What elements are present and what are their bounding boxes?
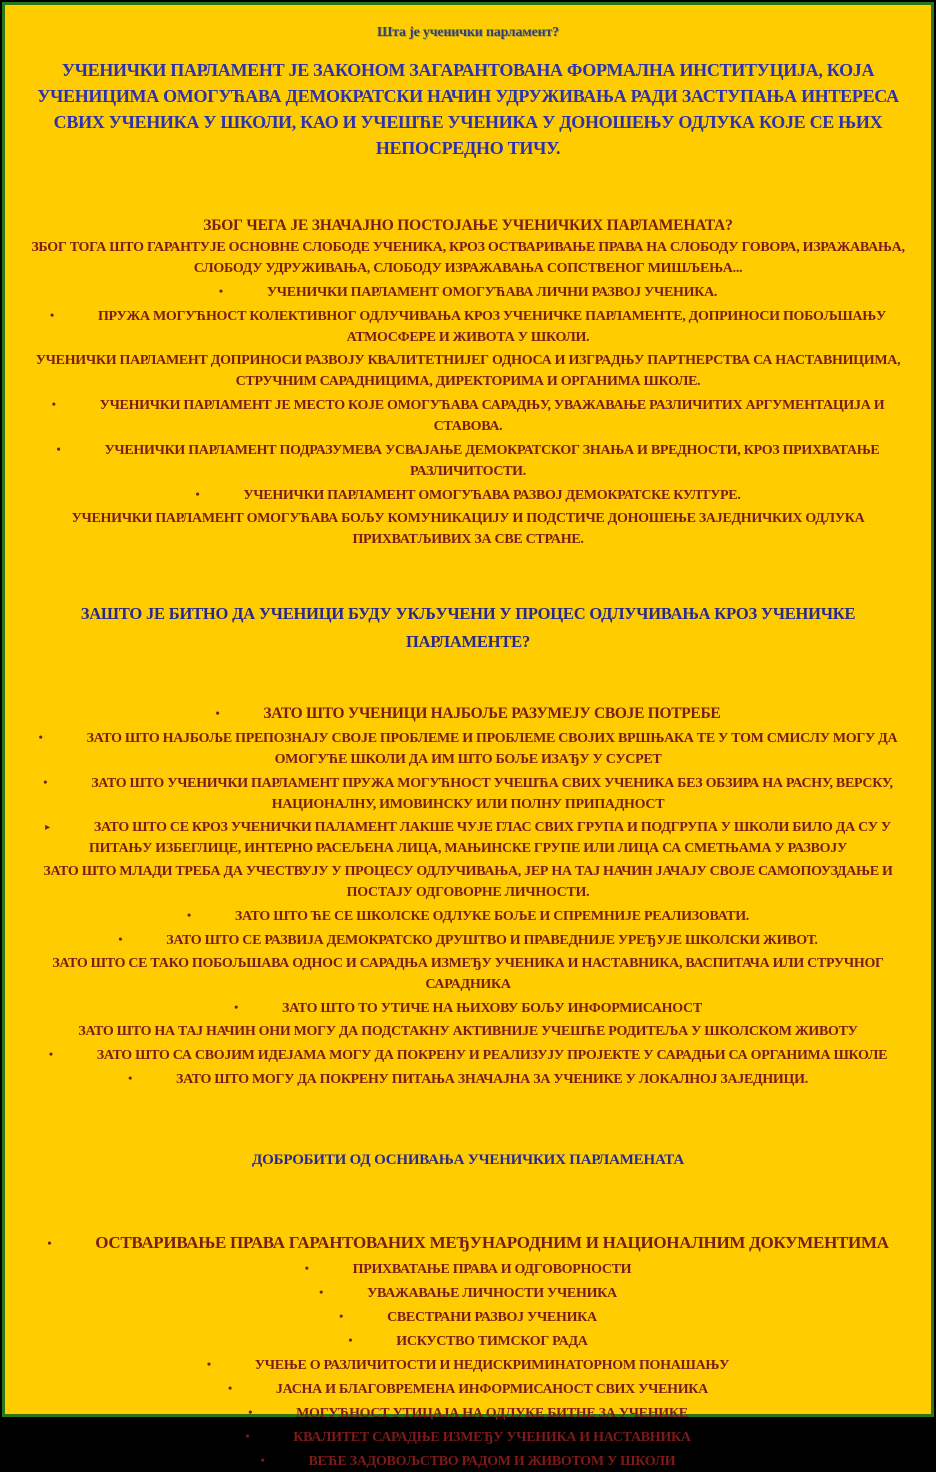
- list-item: [25, 1378, 911, 1400]
- list-item: [25, 508, 911, 550]
- bullet-icon: •: [348, 1333, 353, 1347]
- bullet-icon: •: [218, 284, 223, 298]
- page-title: Шта је ученички парламент?: [377, 25, 559, 40]
- list-item: [25, 772, 911, 815]
- list-item-text: УЧЕНИЧКИ ПАРЛАМЕНТ ОМОГУЋАВА РАЗВОЈ ДЕМОКРАТСКЕ КУЛТУРЕ.: [243, 488, 741, 503]
- list-item: [25, 1426, 911, 1448]
- list-item-text: ЗАТО ШТО МЛАДИ ТРЕБА ДА УЧЕСТВУЈУ У ПРОЦЕСУ ОДЛУЧИВАЊА, ЈЕР НА ТАЈ НАЧИН ЈАЧАЈУ СВОЈЕ САМОПОУЗДАЊЕ И ПОСТАЈУ ОДГОВОРНЕ ЛИЧНОСТИ.: [43, 864, 893, 900]
- list-item-text: ЗБОГ ТОГА ШТО ГАРАНТУЈЕ ОСНОВНЕ СЛОБОДЕ УЧЕНИКА, КРОЗ ОСТВАРИВАЊЕ ПРАВА НА СЛОБОДУ ГОВОРА, ИЗРАЖАВАЊА, СЛОБОДУ УДРУЖИВАЊА, СЛОБОДУ ИЗРАЖАВАЊА СОПСТВЕНОГ МИШЉЕЊА...: [31, 240, 905, 276]
- bullet-icon: •: [186, 908, 191, 922]
- list-item-text: УЧЕНИЧКИ ПАРЛАМЕНТ ПОДРАЗУМЕВА УСВАЈАЊЕ ДЕМОКРАТСКОГ ЗНАЊА И ВРЕДНОСТИ, КРОЗ ПРИХВАТАЊЕ РАЗЛИЧИТОСТИ.: [104, 443, 880, 479]
- list-item: [25, 1258, 911, 1280]
- list-item: [25, 484, 911, 506]
- list-item: [25, 1402, 911, 1424]
- bullet-icon: •: [195, 487, 200, 501]
- list-item-text: ПРИХВАТАЊЕ ПРАВА И ОДГОВОРНОСТИ: [352, 1262, 632, 1277]
- list-item-text: ЗАТО ШТО УЧЕНИЧКИ ПАРЛАМЕНТ ПРУЖА МОГУЋНОСТ УЧЕШЋА СВИХ УЧЕНИКА БЕЗ ОБЗИРА НА РАСНУ, ВЕРСКУ, НАЦИОНАЛНУ, ИМОВИНСКУ ИЛИ ПОЛНУ ПРИПАДНОСТ: [91, 776, 893, 812]
- benefits-list: [25, 1230, 911, 1472]
- bullet-icon: •: [38, 730, 43, 744]
- list-item-text: ЗАТО ШТО МОГУ ДА ПОКРЕНУ ПИТАЊА ЗНАЧАЈНА ЗА УЧЕНИКЕ У ЛОКАЛНОЈ ЗАЈЕДНИЦИ.: [175, 1072, 808, 1087]
- list-item-text: ЗАТО ШТО НА ТАЈ НАЧИН ОНИ МОГУ ДА ПОДСТАКНУ АКТИВНИЈЕ УЧЕШЋЕ РОДИТЕЉА У ШКОЛСКОМ ЖИВОТУ: [78, 1024, 858, 1039]
- list-item: [25, 1021, 911, 1042]
- list-item-text: ЗАТО ШТО СА СВОЈИМ ИДЕЈАМА МОГУ ДА ПОКРЕНУ И РЕАЛИЗУЈУ ПРОЈЕКТЕ У САРАДЊИ СА ОРГАНИМА ШКОЛЕ: [96, 1048, 888, 1063]
- list-item: [25, 305, 911, 348]
- list-item: [25, 727, 911, 770]
- list-item: [25, 929, 911, 951]
- list-item-text: ЗАТО ШТО НАЈБОЉЕ ПРЕПОЗНАЈУ СВОЈЕ ПРОБЛЕМЕ И ПРОБЛЕМЕ СВОЈИХ ВРШЊАКА ТЕ У ТОМ СМИСЛУ МОГУ ДА ОМОГУЋЕ ШКОЛИ ДА ИМ ШТО БОЉЕ ИЗАЂУ У СУСРЕТ: [86, 731, 898, 767]
- bullet-icon: •: [128, 1071, 132, 1085]
- section-heading-benefits: ДОБРОБИТИ ОД ОСНИВАЊА УЧЕНИЧКИХ ПАРЛАМЕНАТА: [252, 1152, 684, 1168]
- document-body: [2, 2, 934, 1469]
- list-item-text: МОГУЋНОСТ УТИЦАЈА НА ОДЛУКЕ БИТНЕ ЗА УЧЕНИКЕ: [296, 1406, 688, 1421]
- bullet-icon: •: [260, 1453, 265, 1467]
- list-item: [25, 702, 911, 725]
- list-item-text: УЧЕЊЕ О РАЗЛИЧИТОСТИ И НЕДИСКРИМИНАТОРНОМ ПОНАШАЊУ: [254, 1358, 730, 1373]
- list-item: [25, 1282, 911, 1304]
- bullet-icon: •: [50, 308, 54, 322]
- bullet-icon: •: [118, 932, 123, 946]
- list-item-text: ВЕЋЕ ЗАДОВОЉСТВО РАДОМ И ЖИВОТОМ У ШКОЛИ: [308, 1454, 676, 1469]
- list-item: [25, 350, 911, 392]
- list-item: [25, 281, 911, 303]
- bullet-icon: •: [339, 1309, 344, 1323]
- bullet-icon: •: [206, 1357, 211, 1371]
- list-item-text: СВЕСТРАНИ РАЗВОЈ УЧЕНИКА: [387, 1310, 597, 1325]
- list-item-text: УЧЕНИЧКИ ПАРЛАМЕНТ ДОПРИНОСИ РАЗВОЈУ КВАЛИТЕТНИЈЕГ ОДНОСА И ИЗГРАДЊУ ПАРТНЕРСТВА СА НАСТАВНИЦИМА, СТРУЧНИМ САРАДНИЦИМА, ДИРЕКТОРИМА И ОРГАНИМА ШКОЛЕ.: [35, 353, 901, 389]
- list-item: [25, 1306, 911, 1328]
- list-item: [25, 905, 911, 927]
- section-heading-significance: ЗБОГ ЧЕГА ЈЕ ЗНАЧАЈНО ПОСТОЈАЊЕ УЧЕНИЧКИХ ПАРЛАМЕНАТА?: [203, 217, 733, 234]
- intro-paragraph: УЧЕНИЧКИ ПАРЛАМЕНТ ЈЕ ЗАКОНОМ ЗАГАРАНТОВАНА ФОРМАЛНА ИНСТИТУЦИЈА, КОЈА УЧЕНИЦИМА ОМОГУЋАВА ДЕМОКРАТСКИ НАЧИН УДРУЖИВАЊА РАДИ ЗАСТУПАЊА ИНТЕРЕСА СВИХ УЧЕНИКА У ШКОЛИ, КАО И УЧЕШЋЕ УЧЕНИКА У ДОНОШЕЊУ ОДЛУКА КОЈЕ СЕ ЊИХ НЕПОСРЕДНО ТИЧУ.: [37, 60, 899, 158]
- list-item-text: ПРУЖА МОГУЋНОСТ КОЛЕКТИВНОГ ОДЛУЧИВАЊА КРОЗ УЧЕНИЧКЕ ПАРЛАМЕНТЕ, ДОПРИНОСИ ПОБОЉШАЊУ АТМОСФЕРЕ И ЖИВОТА У ШКОЛИ.: [97, 309, 886, 345]
- bullet-icon: •: [47, 1236, 52, 1250]
- list-item: [25, 953, 911, 995]
- bullet-icon: •: [51, 397, 56, 411]
- list-item: [25, 997, 911, 1019]
- list-item-text: ЗАТО ШТО ЋЕ СЕ ШКОЛСКЕ ОДЛУКЕ БОЉЕ И СПРЕМНИЈЕ РЕАЛИЗОВАТИ.: [234, 909, 750, 924]
- list-item: [25, 237, 911, 279]
- list-item: [25, 394, 911, 437]
- list-item-text: ЗАТО ШТО СЕ ТАКО ПОБОЉШАВА ОДНОС И САРАДЊА ИЗМЕЂУ УЧЕНИКА И НАСТАВНИКА, ВАСПИТАЧА ИЛИ СТРУЧНОГ САРАДНИКА: [52, 956, 884, 992]
- list-item: [25, 817, 911, 859]
- list-item: [25, 861, 911, 903]
- list-item: [25, 1354, 911, 1376]
- bullet-icon: ▸: [45, 822, 50, 833]
- list-item-text: ЗАТО ШТО СЕ КРОЗ УЧЕНИЧКИ ПАЛАМЕНТ ЛАКШЕ ЧУЈЕ ГЛАС СВИХ ГРУПА И ПОДГРУПА У ШКОЛИ БИЛО ДА СУ У ПИТАЊУ ИЗБЕГЛИЦЕ, ИНТЕРНО РАСЕЉЕНА ЛИЦА, МАЊИНСКЕ ГРУПЕ ИЛИ ЛИЦА СА СМЕТЊАМА У РАЗВОЈУ: [89, 820, 891, 856]
- bullet-icon: •: [215, 706, 220, 720]
- list-item-text: ЗАТО ШТО СЕ РАЗВИЈА ДЕМОКРАТСКО ДРУШТВО И ПРАВЕДНИЈЕ УРЕЂУЈЕ ШКОЛСКИ ЖИВОТ.: [166, 933, 818, 948]
- list-item: [25, 1068, 911, 1090]
- list-item: [25, 439, 911, 482]
- list-item-text: УЧЕНИЧКИ ПАРЛАМЕНТ ЈЕ МЕСТО КОЈЕ ОМОГУЋАВА САРАДЊУ, УВАЖАВАЊЕ РАЗЛИЧИТИХ АРГУМЕНТАЦИЈА И СТАВОВА.: [99, 398, 885, 434]
- list-item-text: ЗАТО ШТО УЧЕНИЦИ НАЈБОЉЕ РАЗУМЕЈУ СВОЈЕ ПОТРЕБЕ: [263, 705, 721, 722]
- bullet-icon: •: [245, 1429, 250, 1443]
- bullet-icon: •: [56, 442, 61, 456]
- list-item: [25, 1330, 911, 1352]
- bullet-icon: •: [43, 775, 48, 789]
- list-item: [25, 1450, 911, 1472]
- bullet-icon: •: [319, 1285, 324, 1299]
- list-item-text: ЗАТО ШТО ТО УТИЧЕ НА ЊИХОВУ БОЉУ ИНФОРМИСАНОСТ: [282, 1001, 702, 1016]
- list-item: [25, 1044, 911, 1066]
- bullet-icon: •: [304, 1261, 309, 1275]
- list-item-text: УЧЕНИЧКИ ПАРЛАМЕНТ ОМОГУЋАВА БОЉУ КОМУНИКАЦИЈУ И ПОДСТИЧЕ ДОНОШЕЊЕ ЗАЈЕДНИЧКИХ ОДЛУКА ПРИХВАТЉИВИХ ЗА СВЕ СТРАНЕ.: [71, 511, 865, 547]
- bullet-icon: •: [48, 1047, 53, 1061]
- section-heading-inclusion: ЗАШТО ЈЕ БИТНО ДА УЧЕНИЦИ БУДУ УКЉУЧЕНИ У ПРОЦЕС ОДЛУЧИВАЊА КРОЗ УЧЕНИЧКЕ ПАРЛАМЕНТЕ?: [80, 604, 856, 651]
- list-item-text: УВАЖАВАЊЕ ЛИЧНОСТИ УЧЕНИКА: [367, 1286, 617, 1301]
- significance-list: [25, 237, 911, 550]
- bullet-icon: •: [248, 1405, 253, 1419]
- list-item: [25, 1230, 911, 1256]
- bullet-icon: •: [234, 1000, 239, 1014]
- list-item-text: КВАЛИТЕТ САРАДЊЕ ИЗМЕЂУ УЧЕНИКА И НАСТАВНИКА: [293, 1430, 691, 1445]
- bullet-icon: •: [228, 1381, 232, 1395]
- list-item-text: ИСКУСТВО ТИМСКОГ РАДА: [396, 1334, 588, 1349]
- inclusion-list: [25, 702, 911, 1090]
- list-item-text: ОСТВАРИВАЊЕ ПРАВА ГАРАНТОВАНИХ МЕЂУНАРОДНИМ И НАЦИОНАЛНИМ ДОКУМЕНТИМА: [95, 1233, 889, 1252]
- list-item-text: УЧЕНИЧКИ ПАРЛАМЕНТ ОМОГУЋАВА ЛИЧНИ РАЗВОЈ УЧЕНИКА.: [266, 285, 718, 300]
- list-item-text: ЈАСНА И БЛАГОВРЕМЕНА ИНФОРМИСАНОСТ СВИХ УЧЕНИКА: [275, 1382, 708, 1397]
